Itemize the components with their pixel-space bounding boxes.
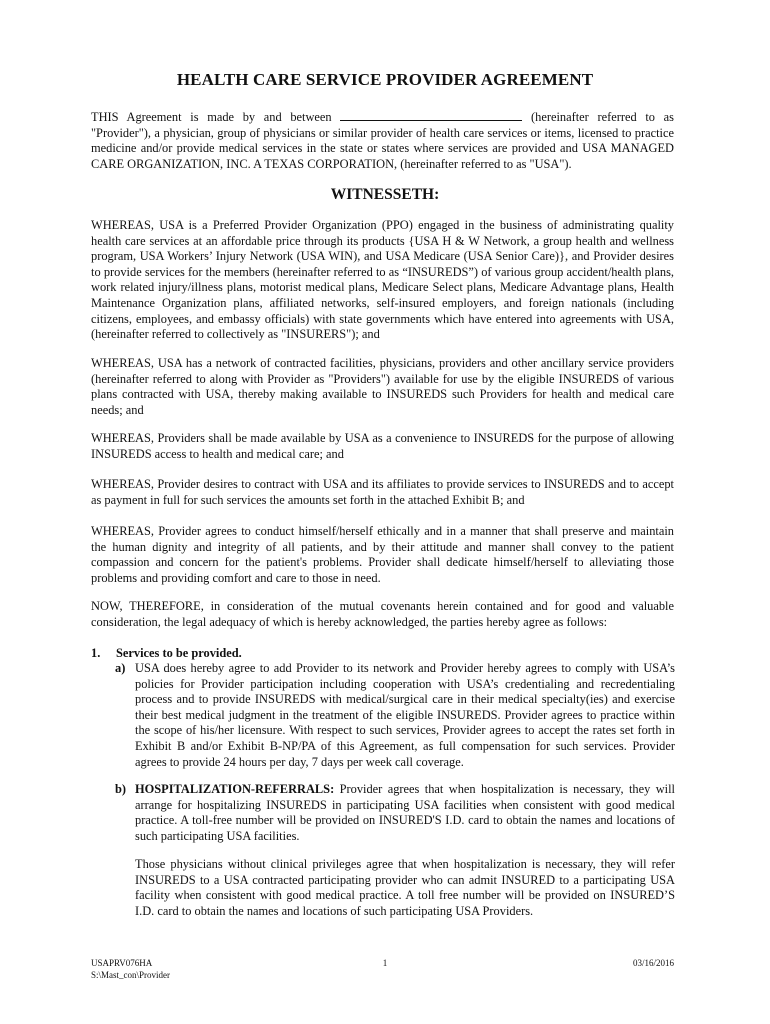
section-1b-text-2: Those physicians without clinical privileges agree that when hospitalization is necessary, they will refer INSUREDS to a USA contracted participating provider who can admit INSURED to a participating USA facility when consistent with good medical practice. A toll free number will be provided on INSURED’S I.D. card to obtain the names and locations of such participating USA Providers.: [135, 857, 675, 918]
section-1-heading: [91, 646, 242, 661]
whereas-paragraph-5: WHEREAS, Provider agrees to conduct himself/herself ethically and in a manner that shall preserve and maintain the human dignity and integrity of all patients, and by their attitude and manner shall convey to the patient compassion and concern for the patient's problems. Provider shall dedicate himself/herself to alleviating those problems and providing comfort and care to those in need.: [91, 524, 674, 585]
whereas-paragraph-2: WHEREAS, USA has a network of contracted facilities, physicians, providers and other ancillary service providers (hereinafter referred to along with Provider as "Providers") available for use by the eligible INSUREDS of various plans contracted with USA, thereby making available to INSUREDS such Providers for health and medical care needs; and: [91, 356, 674, 417]
footer-date: 03/16/2016: [632, 958, 674, 968]
section-1-title: Services to be provided.: [116, 646, 242, 660]
section-1b-body: [135, 782, 675, 844]
witnesseth-heading: WITNESSETH:: [330, 186, 440, 203]
footer-page-number: 1: [382, 958, 388, 968]
section-1-number: 1.: [91, 646, 101, 660]
intro-paragraph: [91, 109, 674, 172]
section-1a-text: USA does hereby agree to add Provider to its network and Provider hereby agrees to comply with USA’s policies for Provider participation including cooperation with USA’s credentialing and recredentialing process and to provide INSUREDS with medical/surgical care in their medical specialty(ies) and exercise their best medical judgment in the treatment of the eligible INSUREDS. Provider agrees to practice within the scope of his/her licensure. With respect to such services, Provider agrees to accept the rates set forth in Exhibit B and/or Exhibit B-NP/PA of this Agreement, as full compensation for such services. Provider agrees to provide 24 hours per day, 7 days per week call coverage.: [135, 661, 675, 769]
section-1b: [115, 782, 675, 844]
section-1b-paragraph-2: [115, 857, 675, 919]
provider-name-blank[interactable]: [340, 109, 522, 121]
whereas-paragraph-1: WHEREAS, USA is a Preferred Provider Organization (PPO) engaged in the business of administrating quality health care services at an affordable price through its products {USA H & W Network, a group health and wellness program, USA Workers’ Injury Network (USA WIN), and USA Medicare (USA Senior Care)}, and Provider desires to provide services for the members (hereinafter referred to as “INSUREDS”) of various group accident/health plans, work related injury/illness plans, motorist medical plans, Medicare Select plans, Medicare Advantage plans, Health Maintenance Organization plans, affiliated networks, self-insured employers, and foreign nationals (including citizens, employees, and embassy officials) with state governments which have entered into agreements with USA, (hereinafter referred to collectively as "INSURERS"); and: [91, 218, 674, 342]
document-title: HEALTH CARE SERVICE PROVIDER AGREEMENT: [176, 70, 594, 89]
intro-text-end: (hereinafter referred to as "Provider"), a physician, group of physicians or similar provider of health care services or items, licensed to practice medicine and/or provide medical services in the state or states where services are provided and USA MANAGED CARE ORGANIZATION, INC. A TEXAS CORPORATION, (hereinafter referred to as "USA").: [91, 110, 674, 171]
now-therefore-paragraph: NOW, THEREFORE, in consideration of the mutual covenants herein contained and for good and valuable consideration, the legal adequacy of which is hereby acknowledged, the parties hereby agree as follows:: [91, 599, 674, 629]
intro-text-start: THIS Agreement is made by and between: [91, 110, 332, 124]
section-1b-heading: HOSPITALIZATION-REFERRALS:: [135, 782, 335, 796]
section-1b-text: Provider agrees that when hospitalization is necessary, they will arrange for hospitalizing INSUREDS in participating USA facilities when consistent with good medical practice. A toll-free number will be provided on INSURED'S I.D. card to obtain the names and locations of such participating USA facilities.: [135, 782, 675, 843]
section-1b-label: b): [115, 782, 127, 796]
footer-left: [91, 957, 170, 981]
footer-path: S:\Mast_con\Provider: [91, 970, 170, 980]
whereas-paragraph-3: WHEREAS, Providers shall be made available by USA as a convenience to INSUREDS for the purpose of allowing INSUREDS access to health and medical care; and: [91, 431, 674, 461]
section-1a-label: a): [115, 661, 126, 675]
section-1a: [115, 661, 675, 770]
whereas-paragraph-4: WHEREAS, Provider desires to contract with USA and its affiliates to provide services to INSUREDS and to accept as payment in full for such services the amounts set forth in the attached Exhibit B; and: [91, 477, 674, 507]
footer-form-code: USAPRV076HA: [91, 958, 153, 968]
